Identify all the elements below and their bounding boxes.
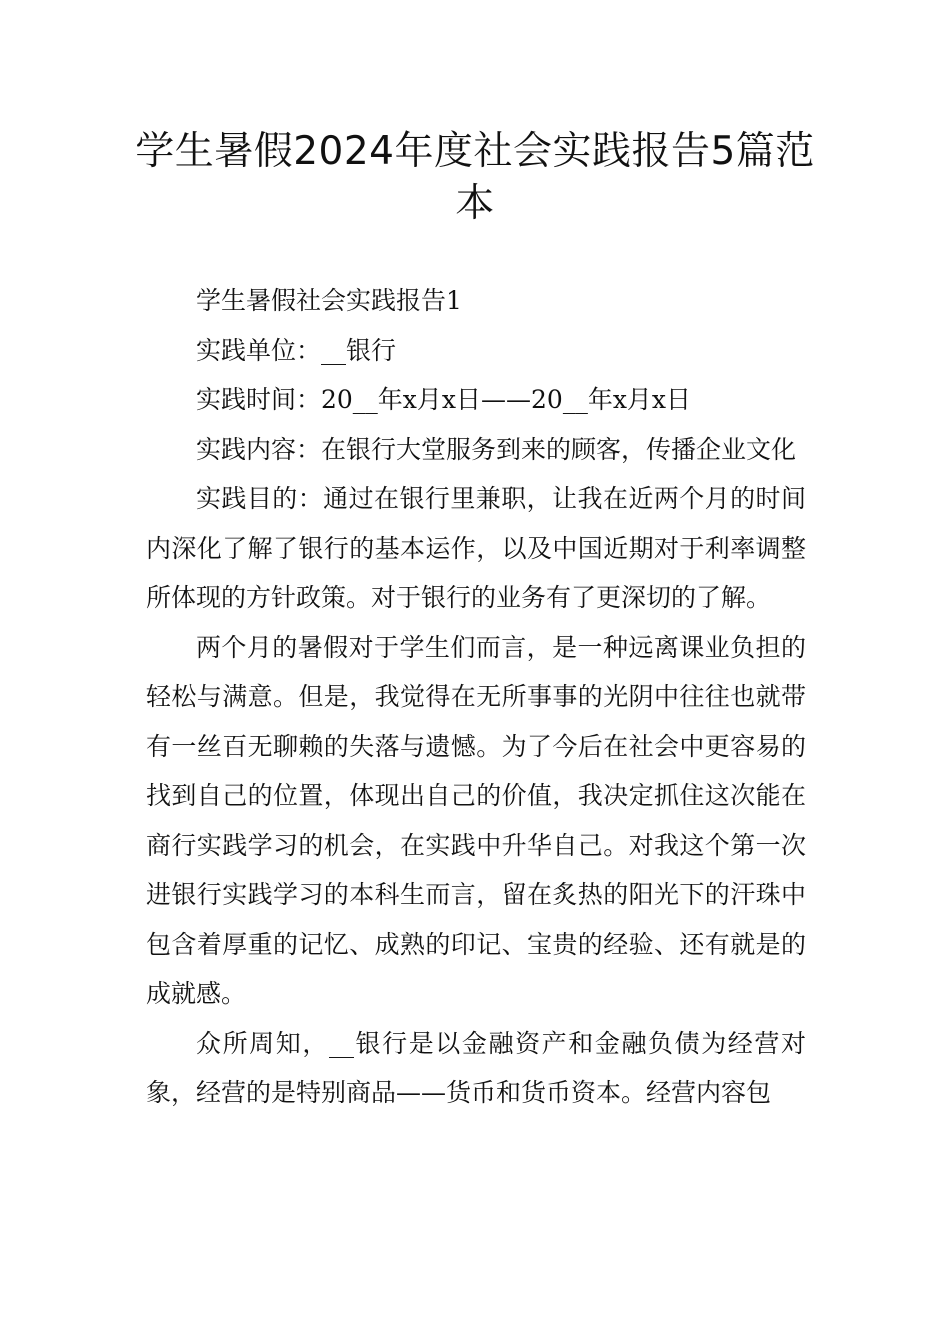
practice-unit: 实践单位：__银行 xyxy=(196,335,397,365)
report-heading: 学生暑假社会实践报告1 xyxy=(196,286,462,315)
document-body xyxy=(146,276,806,1118)
practice-time: 实践时间：20__年x月x日——20__年x月x日 xyxy=(196,385,692,414)
practice-purpose: 实践目的：通过在银行里兼职，让我在近两个月的时间内深化了解了银行的基本运作，以及中国近期对于利率调整所体现的方针政策。对于银行的业务有了更深切的了解。 xyxy=(146,484,806,612)
document-title: 学生暑假2024年度社会实践报告5篇范本 xyxy=(135,129,815,226)
body-paragraph: 众所周知，__银行是以金融资产和金融负债为经营对象，经营的是特别商品——货币和货币资本。经营内容包 xyxy=(146,1028,806,1107)
body-paragraph: 两个月的暑假对于学生们而言，是一种远离课业负担的轻松与满意。但是，我觉得在无所事事的光阴中往往也就带有一丝百无聊赖的失落与遗憾。为了今后在社会中更容易的找到自己的位置，体现出自己的价值，我决定抓住这次能在商行实践学习的机会，在实践中升华自己。对我这个第一次进银行实践学习的本科生而言，留在炙热的阳光下的汗珠中包含着厚重的记忆、成熟的印记、宝贵的经验、还有就是的成就感。 xyxy=(146,632,806,1008)
practice-content: 实践内容：在银行大堂服务到来的顾客，传播企业文化 xyxy=(196,434,797,464)
